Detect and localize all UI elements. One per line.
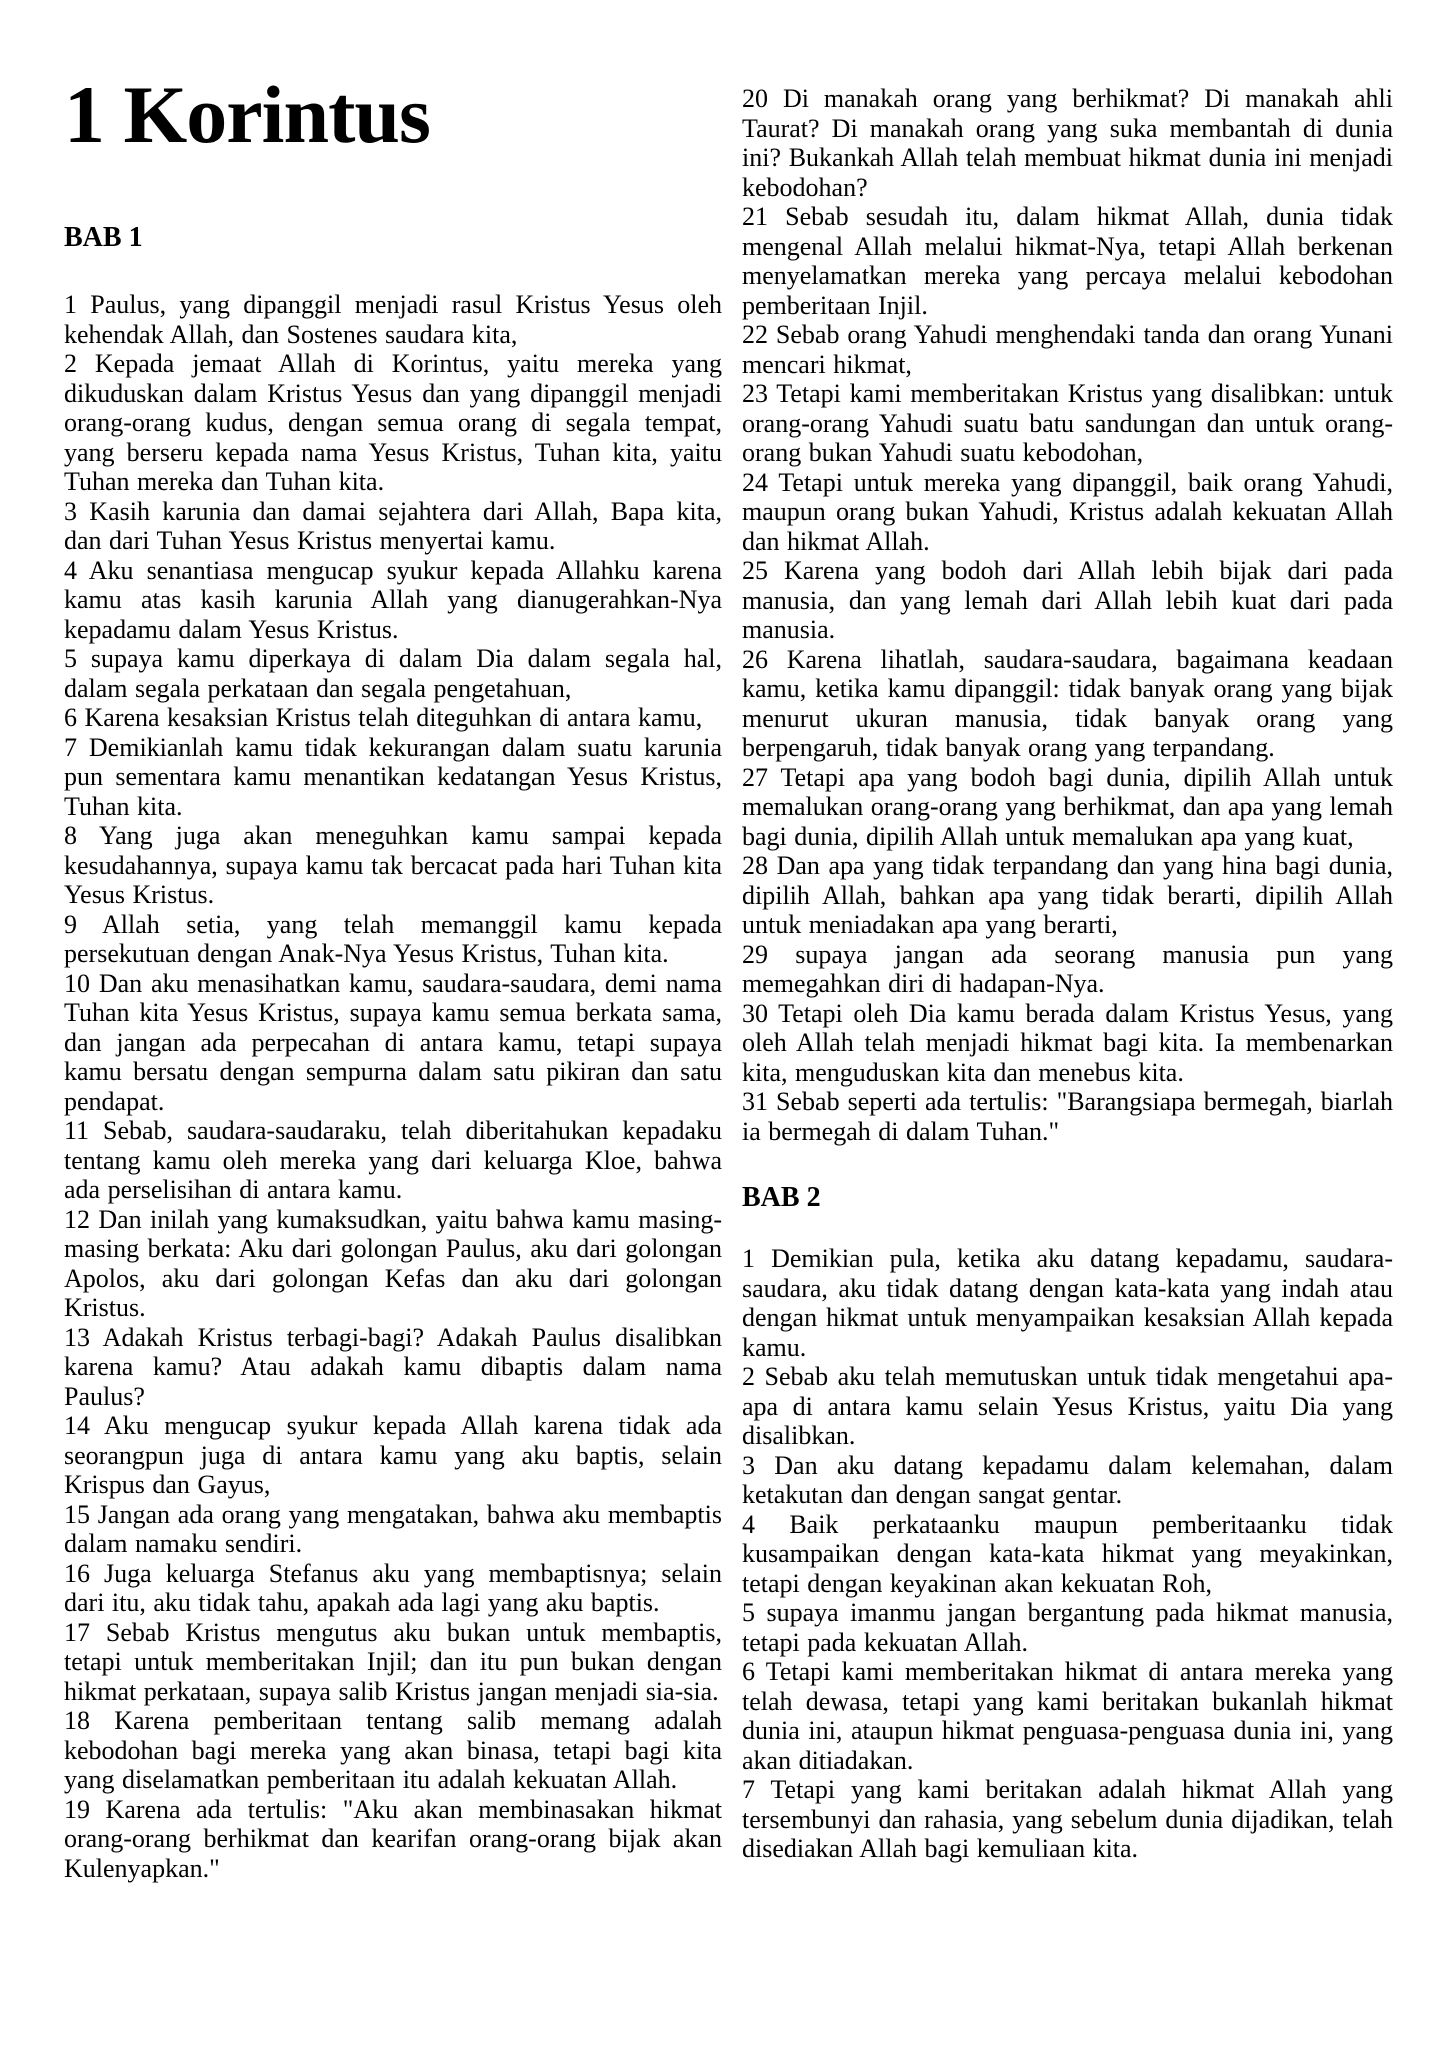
bab1-verse-9: 9 Allah setia, yang telah memanggil kamu kepada persekutuan dengan Anak-Nya Yesus Kristus, Tuhan kita. [64, 909, 722, 968]
bab1-verse-17: 17 Sebab Kristus mengutus aku bukan untuk membaptis, tetapi untuk memberitakan Injil; dan itu pun bukan dengan hikmat perkataan, supaya salib Kristus jangan menjadi sia-sia. [64, 1617, 722, 1706]
bab2-verse-5: 5 supaya imanmu jangan bergantung pada hikmat manusia, tetapi pada kekuatan Allah. [742, 1598, 1393, 1657]
bab1-verse-19: 19 Karena ada tertulis: "Aku akan membinasakan hikmat orang-orang berhikmat dan kearifan orang-orang bijak akan Kulenyapkan." [64, 1794, 722, 1883]
left-column [64, 0, 722, 1883]
bab1-verse-6: 6 Karena kesaksian Kristus telah diteguhkan di antara kamu, [64, 703, 703, 732]
bab1-verse-14: 14 Aku mengucap syukur kepada Allah karena tidak ada seorangpun juga di antara kamu yang aku baptis, selain Krispus dan Gayus, [64, 1411, 722, 1499]
bab1-verse-28: 28 Dan apa yang tidak terpandang dan yang hina bagi dunia, dipilih Allah, bahkan apa yang tidak berarti, dipilih Allah untuk meniadakan apa yang berarti, [742, 851, 1393, 939]
bab1-verse-5: 5 supaya kamu diperkaya di dalam Dia dalam segala hal, dalam segala perkataan dan segala pengetahuan, [64, 644, 722, 703]
bab1-verse-16: 16 Juga keluarga Stefanus aku yang membaptisnya; selain dari itu, aku tidak tahu, apakah ada lagi yang aku baptis. [64, 1558, 722, 1617]
bab1-verse-15: 15 Jangan ada orang yang mengatakan, bahwa aku membaptis dalam namaku sendiri. [64, 1499, 722, 1558]
bab1-verse-20: 20 Di manakah orang yang berhikmat? Di manakah ahli Taurat? Di manakah orang yang suka membantah di dunia ini? Bukankah Allah telah membuat hikmat dunia ini menjadi kebodohan? [742, 84, 1393, 202]
bab1-verse-10: 10 Dan aku menasihatkan kamu, saudara-saudara, demi nama Tuhan kita Yesus Kristus, supaya kamu semua berkata sama, dan jangan ada perpecahan di antara kamu, tetapi supaya kamu bersatu dengan sempurna dalam satu pikiran dan satu pendapat. [64, 968, 722, 1116]
bab2-verse-6: 6 Tetapi kami memberitakan hikmat di antara mereka yang telah dewasa, tetapi yang kami beritakan bukanlah hikmat dunia ini, ataupun hikmat penguasa-penguasa dunia ini, yang akan ditiadakan. [742, 1657, 1393, 1775]
bab1-verse-18: 18 Karena pemberitaan tentang salib memang adalah kebodohan bagi mereka yang akan binasa, tetapi bagi kita yang diselamatkan pemberitaan itu adalah kekuatan Allah. [64, 1706, 722, 1794]
bab2-verse-2: 2 Sebab aku telah memutuskan untuk tidak mengetahui apa-apa di antara kamu selain Yesus Kristus, yaitu Dia yang disalibkan. [742, 1362, 1393, 1450]
bab1-verse-12: 12 Dan inilah yang kumaksudkan, yaitu bahwa kamu masing-masing berkata: Aku dari golongan Paulus, aku dari golongan Apolos, aku dari golongan Kefas dan aku dari golongan Kristus. [64, 1204, 722, 1322]
bab2-verse-4: 4 Baik perkataanku maupun pemberitaanku tidak kusampaikan dengan kata-kata hikmat yang meyakinkan, tetapi dengan keyakinan akan kekuatan Roh, [742, 1509, 1393, 1598]
bab1-verse-29: 29 supaya jangan ada seorang manusia pun yang memegahkan diri di hadapan-Nya. [742, 939, 1393, 998]
bab1-verse-30: 30 Tetapi oleh Dia kamu berada dalam Kristus Yesus, yang oleh Allah telah menjadi hikmat bagi kita. Ia membenarkan kita, menguduskan kita dan menebus kita. [742, 998, 1393, 1087]
bab2-verse-1: 1 Demikian pula, ketika aku datang kepadamu, saudara-saudara, aku tidak datang dengan kata-kata yang indah atau dengan hikmat untuk menyampaikan kesaksian Allah kepada kamu. [742, 1244, 1393, 1362]
bab1-verse-24: 24 Tetapi untuk mereka yang dipanggil, baik orang Yahudi, maupun orang bukan Yahudi, Kristus adalah kekuatan Allah dan hikmat Allah. [742, 467, 1393, 556]
bab1-verse-21: 21 Sebab sesudah itu, dalam hikmat Allah, dunia tidak mengenal Allah melalui hikmat-Nya, tetapi Allah berkenan menyelamatkan mereka yang percaya melalui kebodohan pemberitaan Injil. [742, 202, 1393, 320]
bab1-verse-8: 8 Yang juga akan meneguhkan kamu sampai kepada kesudahannya, supaya kamu tak bercacat pada hari Tuhan kita Yesus Kristus. [64, 821, 722, 909]
bab1-verse-23: 23 Tetapi kami memberitakan Kristus yang disalibkan: untuk orang-orang Yahudi suatu batu sandungan dan untuk orang-orang bukan Yahudi suatu kebodohan, [742, 379, 1393, 467]
bab1-verse-13: 13 Adakah Kristus terbagi-bagi? Adakah Paulus disalibkan karena kamu? Atau adakah kamu dibaptis dalam nama Paulus? [64, 1322, 722, 1411]
bab1-verse-4: 4 Aku senantiasa mengucap syukur kepada Allahku karena kamu atas kasih karunia Allah yang dianugerahkan-Nya kepadamu dalam Yesus Kristus. [64, 555, 722, 644]
bab1-verse-11: 11 Sebab, saudara-saudaraku, telah diberitahukan kepadaku tentang kamu oleh mereka yang dari keluarga Kloe, bahwa ada perselisihan di antara kamu. [64, 1116, 722, 1204]
bab1-verse-26: 26 Karena lihatlah, saudara-saudara, bagaimana keadaan kamu, ketika kamu dipanggil: tidak banyak orang yang bijak menurut ukuran manusia, tidak banyak orang yang berpengaruh, tidak banyak orang yang terpandang. [742, 644, 1393, 762]
bab2-verse-3: 3 Dan aku datang kepadamu dalam kelemahan, dalam ketakutan dan dengan sangat gentar. [742, 1450, 1393, 1509]
bab1-verse-27: 27 Tetapi apa yang bodoh bagi dunia, dipilih Allah untuk memalukan orang-orang yang berhikmat, dan apa yang lemah bagi dunia, dipilih Allah untuk memalukan apa yang kuat, [742, 762, 1393, 851]
bab1-verse-2: 2 Kepada jemaat Allah di Korintus, yaitu mereka yang dikuduskan dalam Kristus Yesus dan yang dipanggil menjadi orang-orang kudus, dengan semua orang di segala tempat, yang berseru kepada nama Yesus Kristus, Tuhan kita, yaitu Tuhan mereka dan Tuhan kita. [64, 349, 722, 496]
bab1-verse-3: 3 Kasih karunia dan damai sejahtera dari Allah, Bapa kita, dan dari Tuhan Yesus Kristus menyertai kamu. [64, 496, 722, 555]
bab1-verse-22: 22 Sebab orang Yahudi menghendaki tanda dan orang Yunani mencari hikmat, [742, 320, 1393, 379]
right-column [742, 0, 1393, 1864]
bab1-verse-25: 25 Karena yang bodoh dari Allah lebih bijak dari pada manusia, dan yang lemah dari Allah lebih kuat dari pada manusia. [742, 556, 1393, 644]
book-title: 1 Korintus [64, 69, 430, 160]
bab1-verse-7: 7 Demikianlah kamu tidak kekurangan dalam suatu karunia pun sementara kamu menantikan kedatangan Yesus Kristus, Tuhan kita. [64, 732, 722, 821]
bab2-verse-7: 7 Tetapi yang kami beritakan adalah hikmat Allah yang tersembunyi dan rahasia, yang sebelum dunia dijadikan, telah disediakan Allah bagi kemuliaan kita. [742, 1775, 1393, 1863]
bab1-verse-31: 31 Sebab seperti ada tertulis: "Barangsiapa bermegah, biarlah ia bermegah di dalam Tuhan." [742, 1087, 1393, 1146]
bab1-verse-1: 1 Paulus, yang dipanggil menjadi rasul Kristus Yesus oleh kehendak Allah, dan Sostenes saudara kita, [64, 290, 722, 349]
chapter-heading-bab-1: BAB 1 [64, 222, 143, 253]
chapter-heading-bab-2: BAB 2 [742, 1182, 821, 1213]
